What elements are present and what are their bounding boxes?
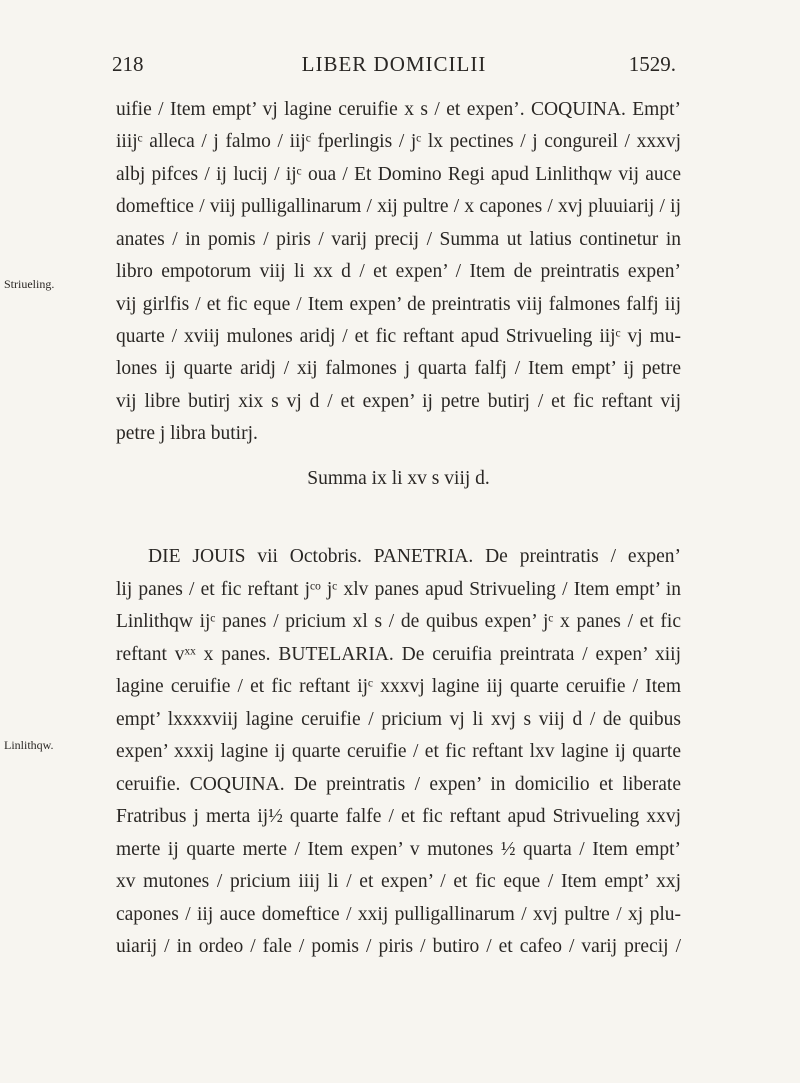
text-line: libro empotorum viij li xx d / et expen’ / Item de preintratis expen’ [116, 261, 681, 282]
text-line: domeftice / viij pulligallinarum / xij pultre / x capones / xvj pluuiarij / ij [116, 196, 681, 217]
text-line: merte ij quarte merte / Item expen’ v mutones ½ quarta / Item empt’ [116, 839, 681, 860]
text-line: petre j libra butirj. [116, 423, 258, 444]
text-line: uifie / Item empt’ vj lagine ceruifie x s / et expen’. COQUINA. Empt’ [116, 99, 681, 120]
text-line: quarte / xviij mulones aridj / et fic reftant apud Strivueling iijᶜ vj mu- [116, 326, 681, 347]
text-line: lones ij quarte aridj / xij falmones j quarta falfj / Item empt’ ij petre [116, 358, 681, 379]
text-line: vij girlfis / et fic eque / Item expen’ de preintratis viij falmones falfj iij [116, 294, 681, 315]
text-line: expen’ xxxij lagine ij quarte ceruifie / et fic reftant lxv lagine ij quarte [116, 741, 681, 762]
text-line: iiijᶜ alleca / j falmo / iijᶜ fperlingis / jᶜ lx pectines / j congureil / xxxvj [116, 131, 681, 152]
text-line: ceruifie. COQUINA. De preintratis / expen’ in domicilio et liberate [116, 774, 681, 795]
text-line: anates / in pomis / piris / varij precij / Summa ut latius continetur in [116, 229, 681, 250]
text-line: Linlithqw ijᶜ panes / pricium xl s / de quibus expen’ jᶜ x panes / et fic [116, 611, 681, 632]
text-line: xv mutones / pricium iiij li / et expen’ / et fic eque / Item empt’ xxj [116, 871, 681, 892]
text-line: reftant vˣˣ x panes. BUTELARIA. De ceruifia preintrata / expen’ xiij [116, 644, 681, 665]
text-line: lij panes / et fic reftant jᶜᵒ jᶜ xlv panes apud Strivueling / Item empt’ in [116, 579, 681, 600]
page-header [112, 52, 676, 86]
margin-note-linlithqw: Linlithqw. [4, 738, 54, 752]
text-line: Fratribus j merta ij½ quarte falfe / et fic reftant apud Strivueling xxvj [116, 806, 681, 827]
text-line: vij libre butirj xix s vj d / et expen’ ij petre butirj / et fic reftant vij [116, 391, 681, 412]
text-line: lagine ceruifie / et fic reftant ijᶜ xxxvj lagine iij quarte ceruifie / Item [116, 676, 681, 697]
margin-note-striueling: Striueling. [4, 277, 55, 291]
text-line: albj pifces / ij lucij / ijᶜ oua / Et Domino Regi apud Linlithqw vij auce [116, 164, 681, 185]
text-line: capones / iij auce domeftice / xxij pulligallinarum / xvj pultre / xj plu- [116, 904, 681, 925]
running-title: LIBER DOMICILII [301, 52, 487, 76]
summa-line: Summa ix li xv s viij d. [307, 468, 490, 489]
text-line: empt’ lxxxxviij lagine ceruifie / pricium vj li xvj s viij d / de quibus [116, 709, 681, 730]
page-number: 218 [112, 52, 144, 76]
page-year: 1529. [628, 52, 676, 76]
text-line: uiarij / in ordeo / fale / pomis / piris / butiro / et cafeo / varij precij / [116, 936, 681, 957]
text-line: DIE JOUIS vii Octobris. PANETRIA. De preintratis / expen’ [148, 546, 681, 567]
